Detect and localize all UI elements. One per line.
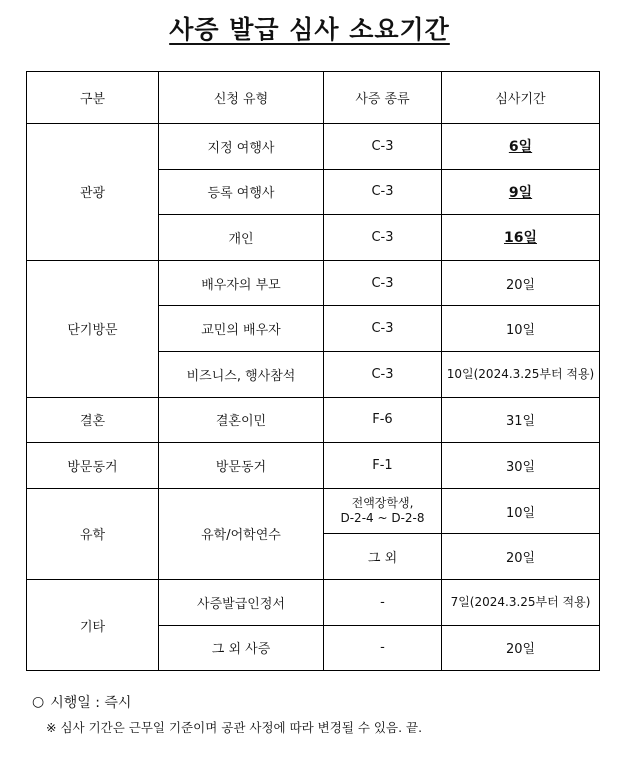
type-cell: 비즈니스, 행사참석 [159, 351, 324, 397]
visa-cell: C-3 [324, 169, 442, 215]
type-cell: 개인 [159, 215, 324, 261]
footnotes [32, 692, 422, 736]
table-row [27, 443, 600, 489]
page-title: 사증 발급 심사 소요기간 [169, 15, 450, 44]
table-header-row [27, 72, 600, 124]
type-cell: 결혼이민 [159, 397, 324, 443]
period-cell: 7일(2024.3.25부터 적용) [442, 579, 600, 625]
category-cell: 유학 [27, 488, 159, 579]
period-cell: 31일 [442, 397, 600, 443]
category-cell: 방문동거 [27, 443, 159, 489]
period-cell: 20일 [442, 534, 600, 580]
table-row [27, 397, 600, 443]
remark-note: ※ 심사 기간은 근무일 기준이며 공관 사정에 따라 변경될 수 있음. 끝. [46, 720, 423, 735]
visa-cell: - [324, 625, 442, 671]
table-row [27, 488, 600, 534]
table-row [27, 260, 600, 306]
type-cell: 배우자의 부모 [159, 260, 324, 306]
header-application-type: 신청 유형 [159, 72, 324, 124]
visa-cell: C-3 [324, 215, 442, 261]
period-cell [442, 169, 600, 215]
type-cell: 방문동거 [159, 443, 324, 489]
effective-date-note [32, 692, 422, 712]
type-cell: 지정 여행사 [159, 124, 324, 170]
table-row [27, 579, 600, 625]
type-cell: 유학/어학연수 [159, 488, 324, 579]
period-cell: 30일 [442, 443, 600, 489]
period-cell: 10일 [442, 306, 600, 352]
visa-line: D-2-4 ~ D-2-8 [340, 511, 425, 526]
visa-cell [324, 488, 442, 534]
period-cell: 10일(2024.3.25부터 적용) [442, 351, 600, 397]
header-review-period: 심사기간 [442, 72, 600, 124]
visa-line: 전액장학생, [351, 496, 414, 511]
period-cell [442, 215, 600, 261]
period-value: 6일 [508, 139, 533, 156]
visa-cell: C-3 [324, 260, 442, 306]
visa-cell: C-3 [324, 124, 442, 170]
period-cell: 10일 [442, 488, 600, 534]
category-cell: 결혼 [27, 397, 159, 443]
visa-cell: F-6 [324, 397, 442, 443]
type-cell: 등록 여행사 [159, 169, 324, 215]
header-category: 구분 [27, 72, 159, 124]
visa-cell: F-1 [324, 443, 442, 489]
period-cell: 20일 [442, 260, 600, 306]
visa-cell: - [324, 579, 442, 625]
period-cell: 20일 [442, 625, 600, 671]
category-cell: 관광 [27, 124, 159, 261]
header-visa-type: 사증 종류 [324, 72, 442, 124]
period-value: 9일 [508, 184, 533, 201]
type-cell: 사증발급인정서 [159, 579, 324, 625]
circle-bullet-icon: ○ [32, 694, 45, 710]
period-value: 16일 [503, 230, 537, 247]
effective-date-text: 시행일 : 즉시 [50, 695, 132, 711]
category-cell: 기타 [27, 579, 159, 670]
processing-period-table [26, 71, 600, 671]
visa-cell: C-3 [324, 306, 442, 352]
type-cell: 그 외 사증 [159, 625, 324, 671]
visa-cell: 그 외 [324, 534, 442, 580]
category-cell: 단기방문 [27, 260, 159, 397]
period-cell [442, 124, 600, 170]
visa-cell: C-3 [324, 351, 442, 397]
table-row [27, 124, 600, 170]
type-cell: 교민의 배우자 [159, 306, 324, 352]
